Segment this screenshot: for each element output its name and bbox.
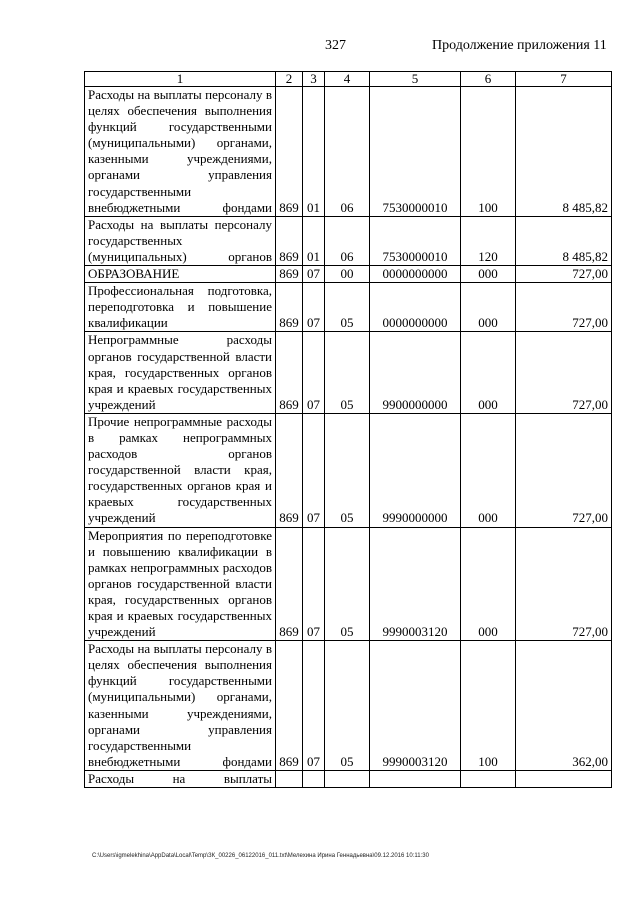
row-name: Профессиональная подготовка, переподготовка и повышение квалификации — [85, 283, 276, 332]
table-row — [85, 87, 612, 217]
col-header-7: 7 — [516, 72, 612, 87]
row-subsection: 05 — [325, 413, 370, 527]
col-header-5: 5 — [370, 72, 461, 87]
row-section: 07 — [303, 527, 325, 641]
row-amount: 362,00 — [516, 641, 612, 771]
row-section: 07 — [303, 332, 325, 413]
col-header-6: 6 — [461, 72, 516, 87]
row-section: 01 — [303, 216, 325, 265]
row-subsection: 05 — [325, 332, 370, 413]
table-row — [85, 216, 612, 265]
table-row — [85, 641, 612, 771]
row-expense-type: 100 — [461, 87, 516, 217]
row-subsection: 05 — [325, 283, 370, 332]
row-name: ОБРАЗОВАНИЕ — [85, 266, 276, 283]
row-subsection: 05 — [325, 641, 370, 771]
row-amount: 727,00 — [516, 413, 612, 527]
row-ministry: 869 — [276, 413, 303, 527]
appendix-label: Продолжение приложения 11 — [432, 38, 607, 53]
row-name: Прочие непрограммные расходы в рамках непрограммных расходов органов государственной власти края, государственных органов края и краевых государственных учреждений — [85, 413, 276, 527]
row-subsection: 05 — [325, 527, 370, 641]
row-target-code: 9900000000 — [370, 332, 461, 413]
row-ministry: 869 — [276, 283, 303, 332]
row-expense-type: 000 — [461, 527, 516, 641]
row-name: Расходы на выплаты персоналу в целях обеспечения выполнения функций государственными (муниципальными) органами, казенными учреждениями, органами управления государственными внебюджетными фондами — [85, 641, 276, 771]
table-row — [85, 283, 612, 332]
row-target-code: 7530000010 — [370, 216, 461, 265]
row-name: Непрограммные расходы органов государственной власти края, государственных органов края и краевых государственных учреждений — [85, 332, 276, 413]
row-ministry: 869 — [276, 641, 303, 771]
row-expense-type: 000 — [461, 413, 516, 527]
col-header-1: 1 — [85, 72, 276, 87]
row-name: Расходы на выплаты — [85, 770, 276, 787]
row-ministry: 869 — [276, 332, 303, 413]
row-ministry: 869 — [276, 527, 303, 641]
row-section: 07 — [303, 266, 325, 283]
table-row — [85, 266, 612, 283]
row-subsection: 06 — [325, 216, 370, 265]
row-section: 01 — [303, 87, 325, 217]
row-ministry: 869 — [276, 87, 303, 217]
row-amount: 727,00 — [516, 283, 612, 332]
row-ministry: 869 — [276, 216, 303, 265]
footer-file-path: C:\Users\igmelekhina\AppData\Local\Temp\ЗК_00226_06122016_011.txt\Мелехина Ирина Геннадьевна\09.12.2016 10:11:30 — [92, 853, 429, 859]
table-row-partial — [85, 770, 612, 787]
col-header-3: 3 — [303, 72, 325, 87]
row-target-code: 0000000000 — [370, 283, 461, 332]
col-header-2: 2 — [276, 72, 303, 87]
row-expense-type: 100 — [461, 641, 516, 771]
row-ministry: 869 — [276, 266, 303, 283]
table-row — [85, 527, 612, 641]
row-amount: 8 485,82 — [516, 216, 612, 265]
header-row — [85, 72, 612, 87]
row-expense-type: 000 — [461, 266, 516, 283]
row-target-code: 9990000000 — [370, 413, 461, 527]
col-header-4: 4 — [325, 72, 370, 87]
row-target-code: 7530000010 — [370, 87, 461, 217]
row-expense-type: 120 — [461, 216, 516, 265]
row-amount: 727,00 — [516, 527, 612, 641]
row-target-code: 9990003120 — [370, 641, 461, 771]
table-row — [85, 413, 612, 527]
row-section: 07 — [303, 413, 325, 527]
table-row — [85, 332, 612, 413]
row-name: Мероприятия по переподготовке и повышению квалификации в рамках непрограммных расходов органов государственной власти края, государственных органов края и краевых государственных учреждений — [85, 527, 276, 641]
row-subsection: 00 — [325, 266, 370, 283]
row-expense-type: 000 — [461, 283, 516, 332]
row-amount: 8 485,82 — [516, 87, 612, 217]
row-target-code: 9990003120 — [370, 527, 461, 641]
row-subsection: 06 — [325, 87, 370, 217]
row-target-code: 0000000000 — [370, 266, 461, 283]
page-number: 327 — [325, 38, 346, 53]
row-name: Расходы на выплаты персоналу государственных (муниципальных) органов — [85, 216, 276, 265]
row-section: 07 — [303, 641, 325, 771]
row-amount: 727,00 — [516, 332, 612, 413]
row-section: 07 — [303, 283, 325, 332]
row-expense-type: 000 — [461, 332, 516, 413]
budget-table — [84, 71, 612, 788]
row-amount: 727,00 — [516, 266, 612, 283]
row-name: Расходы на выплаты персоналу в целях обеспечения выполнения функций государственными (муниципальными) органами, казенными учреждениями, органами управления государственными внебюджетными фондами — [85, 87, 276, 217]
